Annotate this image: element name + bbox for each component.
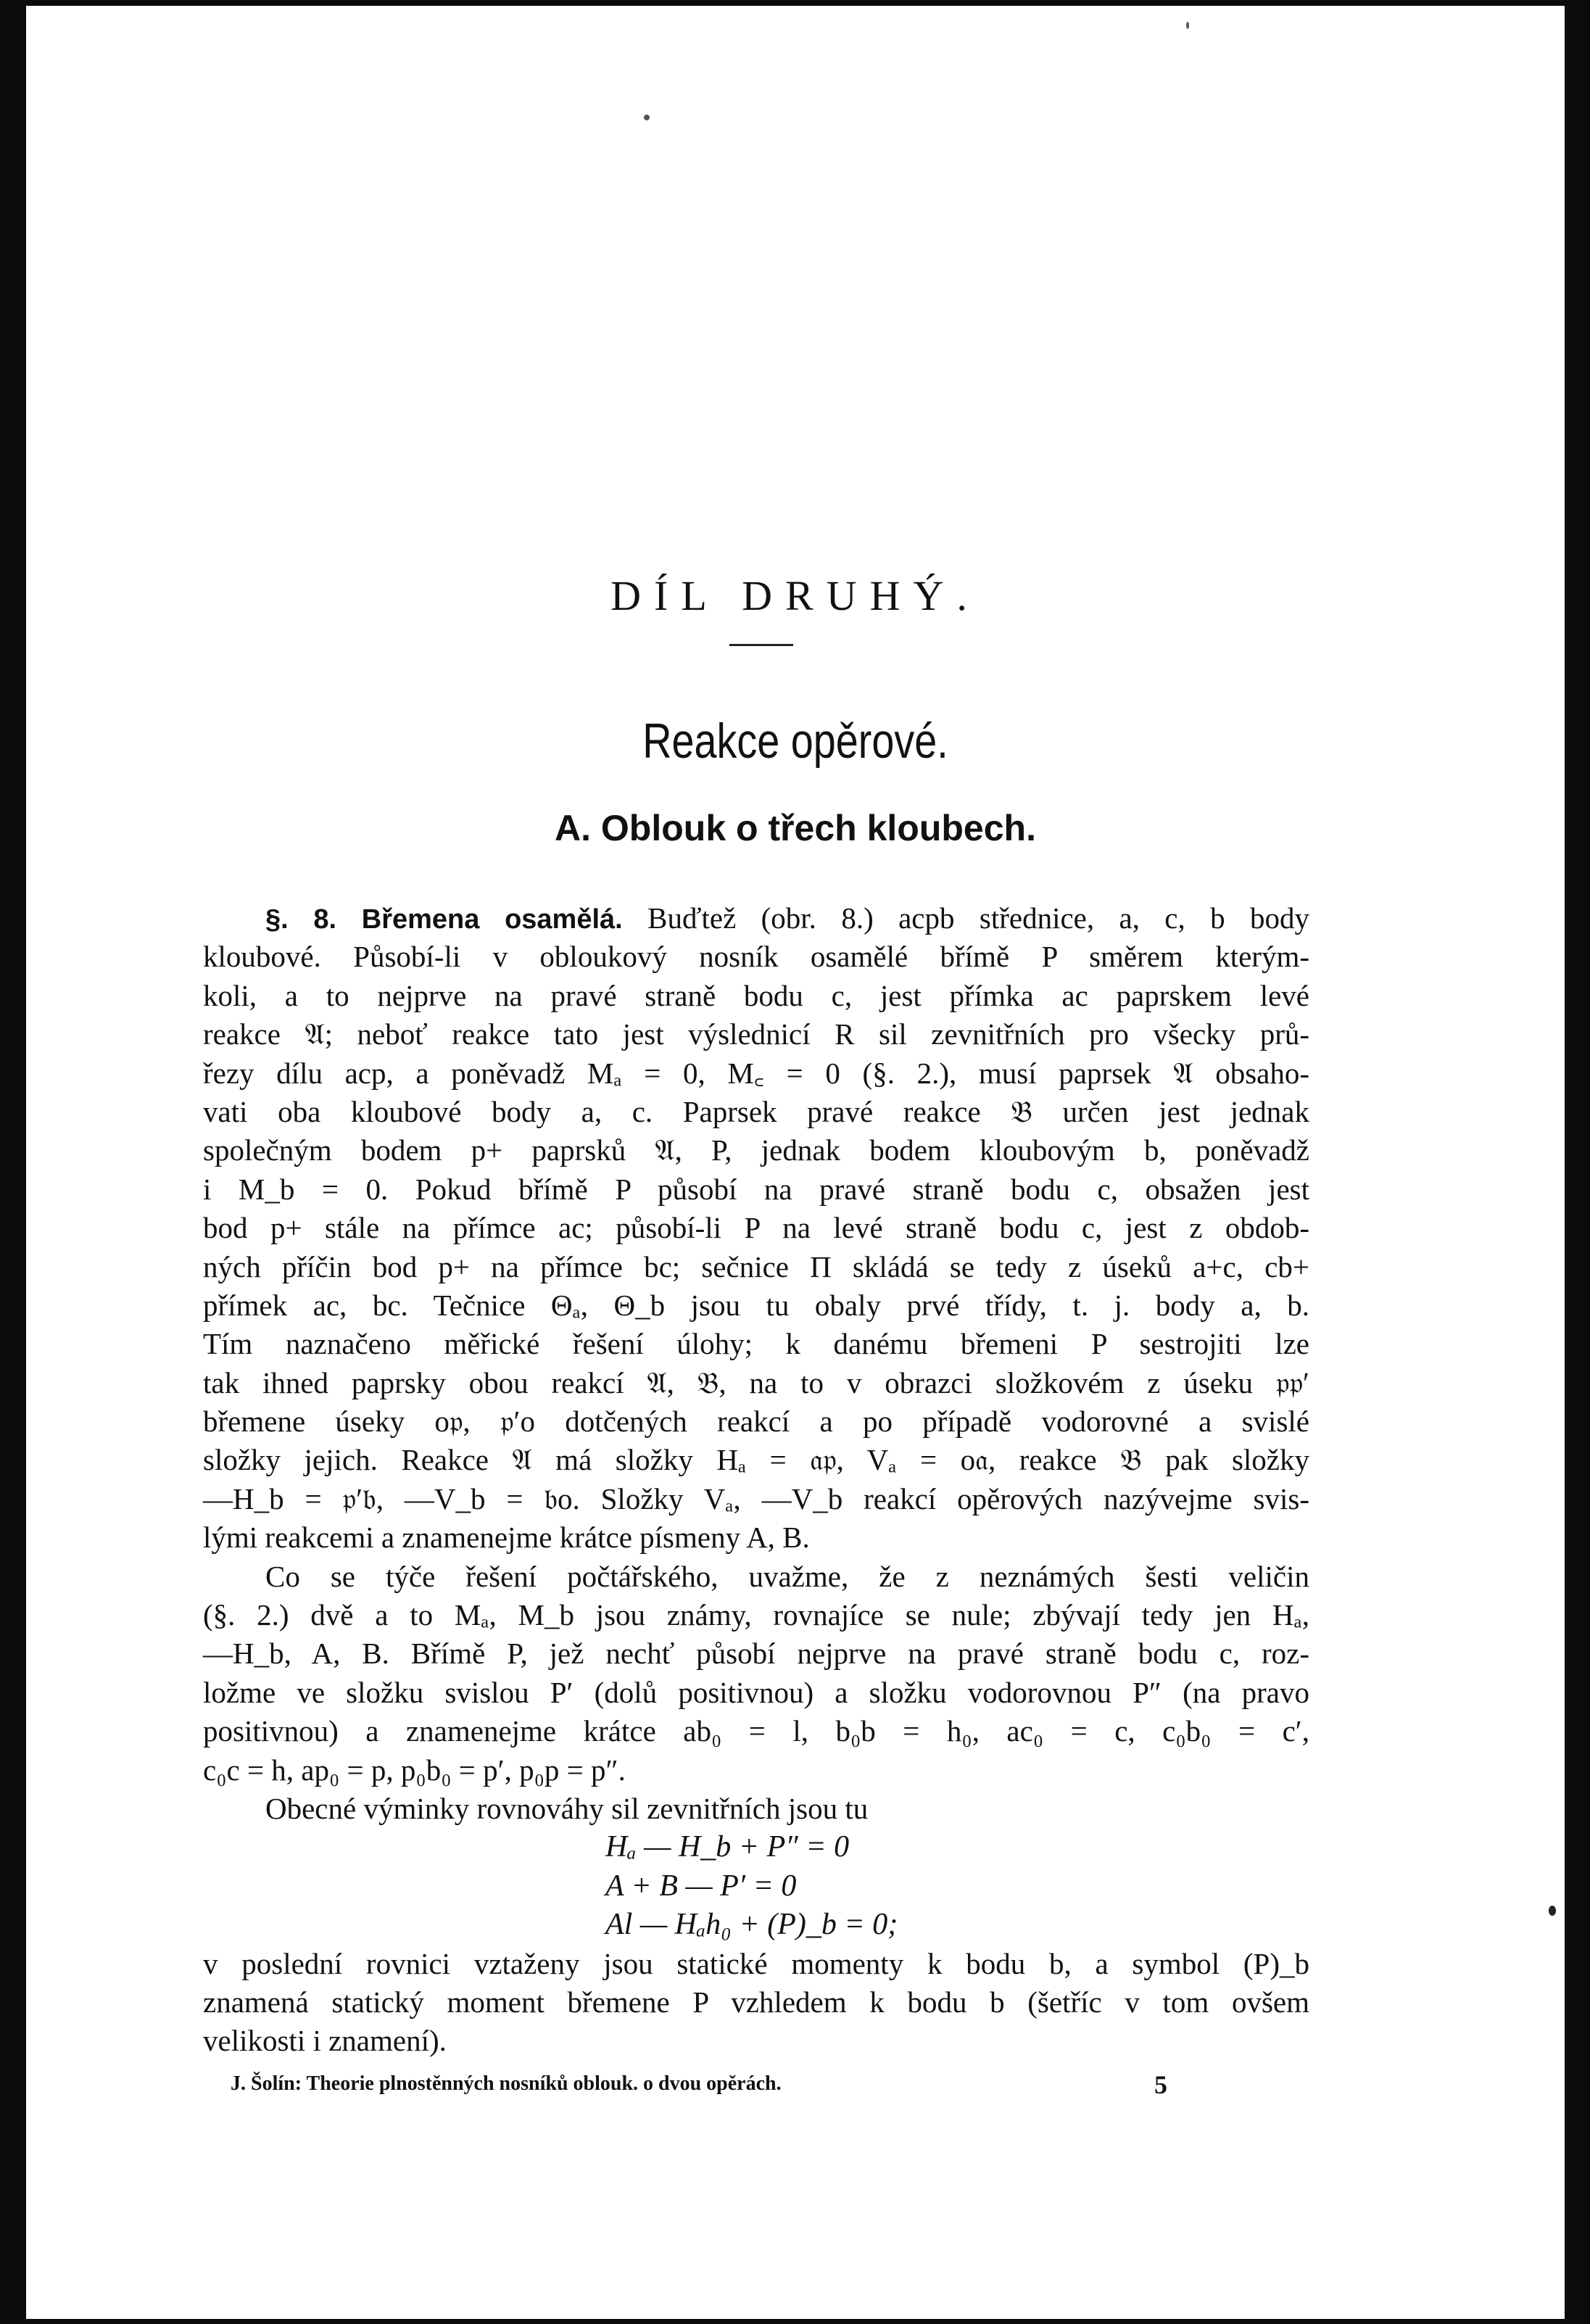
page-speck <box>644 115 650 120</box>
title-rule <box>729 644 793 646</box>
book-page <box>26 6 1565 2319</box>
text-line: Obecné výminky rovnováhy sil zevnitřních jsou tu <box>265 1791 869 1825</box>
equation: A + B — P′ = 0 <box>605 1869 797 1903</box>
text-line <box>203 899 1309 938</box>
text-line: Tím naznačeno měřické řešení úlohy; k danému břemeni P sestrojiti lze <box>203 1327 1309 1361</box>
text-line: ných příčin bod p+ na přímce bc; sečnice Π skládá se tedy z úseků a+c, cb+ <box>203 1249 1309 1283</box>
equation: Al — Hₐh₀ + (P)_b = 0; <box>605 1908 898 1942</box>
text-line: přímek ac, bc. Tečnice Θₐ, Θ_b jsou tu obaly prvé třídy, t. j. body a, b. <box>203 1288 1309 1322</box>
text-line: velikosti i znamení). <box>203 2024 447 2058</box>
text-line: positivnou) a znamenejme krátce ab₀ = l, b₀b = h₀, ac₀ = c, c₀b₀ = c′, <box>203 1714 1309 1748</box>
text-line: tak ihned paprsky obou reakcí 𝔄, 𝔅, na to v obrazci složkovém z úseku 𝔭𝔭′ <box>203 1365 1309 1399</box>
text-line: kloubové. Působí-li v obloukový nosník osamělé břímě P směrem kterým- <box>203 940 1309 974</box>
text-line: vati oba kloubové body a, c. Paprsek pravé reakce 𝔅 určen jest jednak <box>203 1094 1309 1128</box>
text-line: lými reakcemi a znamenejme krátce písmeny A, B. <box>203 1521 810 1555</box>
text-line: řezy dílu acp, a poněvadž Mₐ = 0, M꜀ = 0 (§. 2.), musí paprsek 𝔄 obsaho- <box>203 1056 1309 1090</box>
text-line: v poslední rovnici vztaženy jsou statické momenty k bodu b, a symbol (P)_b <box>203 1946 1309 1980</box>
page-speck <box>1186 22 1189 29</box>
text-line: znamená statický moment břemene P vzhledem k bodu b (šetříc v tom ovšem <box>203 1985 1309 2019</box>
main-title: Reakce opěrové. <box>642 714 948 769</box>
equation: Hₐ — H_b + P″ = 0 <box>605 1830 850 1864</box>
text-line: složky jejich. Reakce 𝔄 má složky Hₐ = 𝔞𝔭, Vₐ = o𝔞, reakce 𝔅 pak složky <box>203 1443 1309 1477</box>
part-title: DÍL DRUHÝ. <box>610 572 980 619</box>
text-line: c₀c = h, ap₀ = p, p₀b₀ = p′, p₀p = p″. <box>203 1753 626 1787</box>
section-title: A. Oblouk o třech kloubech. <box>555 808 1036 848</box>
text-line: reakce 𝔄; neboť reakce tato jest výslednicí R sil zevnitřních pro všecky prů- <box>203 1017 1309 1051</box>
page-speck <box>1549 1906 1556 1916</box>
page-number: 5 <box>1154 2070 1167 2099</box>
body-text <box>203 899 1309 2061</box>
text-line: Co se týče řešení počtářského, uvažme, že z neznámých šesti veličin <box>265 1559 1309 1593</box>
running-footer: J. Šolín: Theorie plnostěnných nosníků oblouk. o dvou opěrách. <box>231 2072 782 2095</box>
text-line: bod p+ stále na přímce ac; působí-li P na levé straně bodu c, jest z obdob- <box>203 1211 1309 1245</box>
text-line: i M_b = 0. Pokud břímě P působí na pravé straně bodu c, obsažen jest <box>203 1172 1309 1206</box>
text-line: —H_b = 𝔭′𝔟, —V_b = 𝔟o. Složky Vₐ, —V_b reakcí opěrových nazývejme svis- <box>203 1481 1309 1515</box>
text-line: —H_b, A, B. Břímě P, jež nechť působí nejprve na pravé straně bodu c, roz- <box>203 1637 1309 1671</box>
text-line: koli, a to nejprve na pravé straně bodu c, jest přímka ac paprskem levé <box>203 978 1309 1012</box>
text-line: společným bodem p+ paprsků 𝔄, P, jednak bodem kloubovým b, poněvadž <box>203 1133 1309 1167</box>
section-heading: §. 8. Břemena osamělá. <box>265 904 623 935</box>
text-line: břemene úseky o𝔭, 𝔭′o dotčených reakcí a po případě vodorovné a svislé <box>203 1405 1309 1439</box>
line-text: Buďtež (obr. 8.) acpb střednice, a, c, b body <box>647 901 1310 935</box>
text-line: (§. 2.) dvě a to Mₐ, M_b jsou známy, rovnajíce se nule; zbývají tedy jen Hₐ, <box>203 1598 1309 1632</box>
text-line: ložme ve složku svislou P′ (dolů positivnou) a složku vodorovnou P″ (na pravo <box>203 1675 1309 1709</box>
